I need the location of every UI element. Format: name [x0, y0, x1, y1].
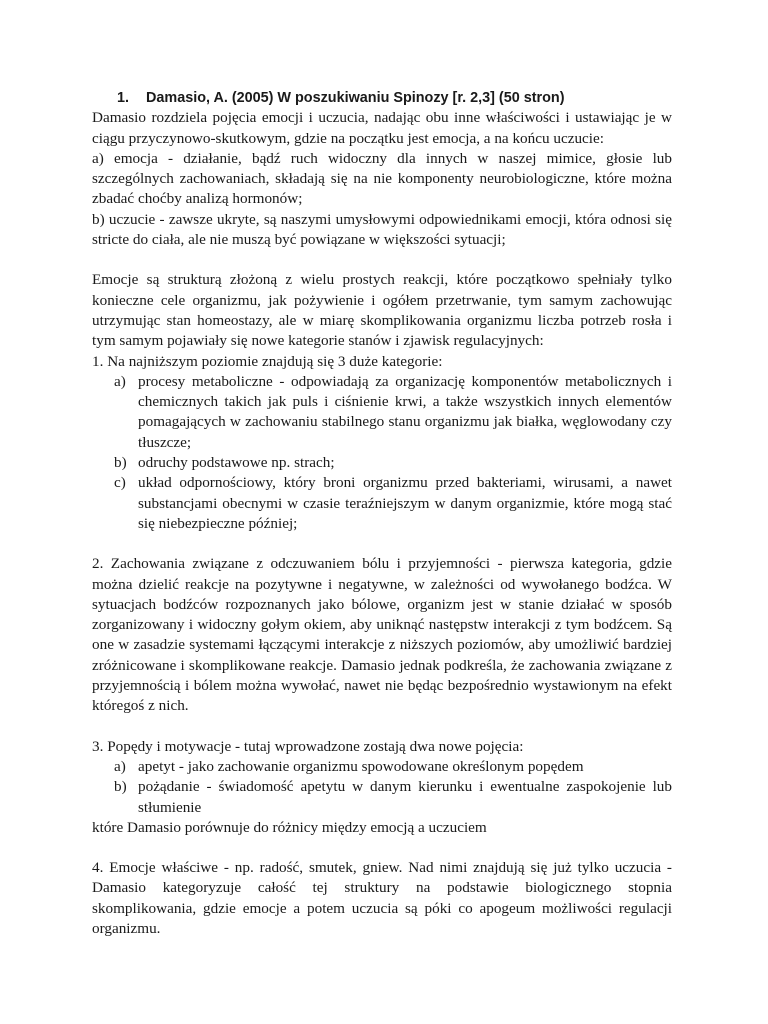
spacer — [92, 838, 672, 858]
list-marker: c) — [114, 474, 126, 492]
list-item — [92, 777, 672, 818]
list-marker: b) — [114, 454, 127, 472]
level1-title: 1. Na najniższym poziomie znajdują się 3 duże kategorie: — [92, 352, 443, 370]
list-item — [92, 453, 672, 473]
list-item-text: pożądanie - świadomość apetytu w danym kierunku i ewentualne zaspokojenie lub stłumienie — [138, 778, 672, 816]
list-item-text: układ odpornościowy, który broni organizmu przed bakteriami, wirusami, a nawet substancjami obecnymi w czasie teraźniejszym w danym organizmie, które mogą stać się niebezpieczne później; — [138, 474, 672, 532]
level4-paragraph: 4. Emocje właściwe - np. radość, smutek, gniew. Nad nimi znajdują się już tylko uczucia - Damasio kategoryzuje całość tej struktury na podstawie biologicznego stopnia skomplikowania, gdzie emocje a potem uczucia są póki co apogeum możliwości regulacji organizmu. — [92, 859, 672, 937]
list-item-text: procesy metaboliczne - odpowiadają za organizację komponentów metabolicznych i chemicznych takich jak puls i ciśnienie krwi, a także wszystkich innych elementów pomagających w zachowaniu stabilnego stanu organizmu jak białka, węglowodany czy tłuszcze; — [138, 372, 672, 451]
definition-feeling: b) uczucie - zawsze ukryte, są naszymi umysłowymi odpowiednikami emocji, która odnosi się stricte do ciała, ale nie muszą być powiązane w większości sytuacji; — [92, 210, 672, 249]
intro-paragraph: Damasio rozdziela pojęcia emocji i uczucia, nadając obu inne właściwości i ustawiając je w ciągu przyczynowo-skutkowym, gdzie na początku jest emocja, a na końcu uczucie: — [92, 109, 672, 147]
list-marker: b) — [114, 778, 127, 796]
structure-paragraph: Emocje są strukturą złożoną z wielu prostych reakcji, które początkowo spełniały tylko konieczne cele organizmu, jak pożywienie i ogółem przetrwanie, tym samym zachowując utrzymując stan homeostazy, ale w miarę skomplikowania organizmu liczba potrzeb rosła i tym samym pojawiały się nowe kategorie stanów i zjawisk regulacyjnych: — [92, 271, 672, 350]
spacer — [92, 250, 672, 270]
list-item-text: odruchy podstawowe np. strach; — [138, 454, 335, 472]
list-item-text: apetyt - jako zachowanie organizmu spowodowane określonym popędem — [138, 757, 584, 775]
spacer — [92, 717, 672, 737]
list-item — [92, 372, 672, 453]
heading-number: 1. — [117, 90, 130, 106]
level2-paragraph: 2. Zachowania związane z odczuwaniem bólu i przyjemności - pierwsza kategoria, gdzie można dzielić reakcje na pozytywne i negatywne, w zależności od wywołanego bodźca. W sytuacjach bodźców rozpoznanych jako bólowe, organizm jest w stanie działać w sposób zorganizowany i widoczny gołym okiem, aby uniknąć następstw interakcji z tym bodźcem. Są one w zasadzie systemami łączącymi interakcje z niższych poziomów, aby umożliwić bardziej zróżnicowane i skomplikowane reakcje. Damasio jednak podkreśla, że zachowania związane z przyjemnością i bólem można wywołać, nawet nie będąc bezpośrednio wystawionym na efekt któregoś z nich. — [92, 555, 672, 715]
list-marker: a) — [114, 372, 126, 390]
list-item — [92, 757, 672, 777]
definition-emotion: a) emocja - działanie, bądź ruch widoczny dla innych w naszej mimice, głosie lub szczególnych zachowaniach, składają się na nie komponenty neurobiologiczne, które można zbadać choćby analizą hormonów; — [92, 149, 672, 208]
spacer — [92, 534, 672, 554]
level3-footer: które Damasio porównuje do różnicy między emocją a uczuciem — [92, 818, 487, 836]
list-item — [92, 473, 672, 534]
section-heading — [92, 88, 672, 108]
list-marker: a) — [114, 757, 126, 775]
level3-title: 3. Popędy i motywacje - tutaj wprowadzone zostają dwa nowe pojęcia: — [92, 737, 524, 755]
heading-title: Damasio, A. (2005) W poszukiwaniu Spinozy [r. 2,3] (50 stron) — [146, 90, 565, 106]
